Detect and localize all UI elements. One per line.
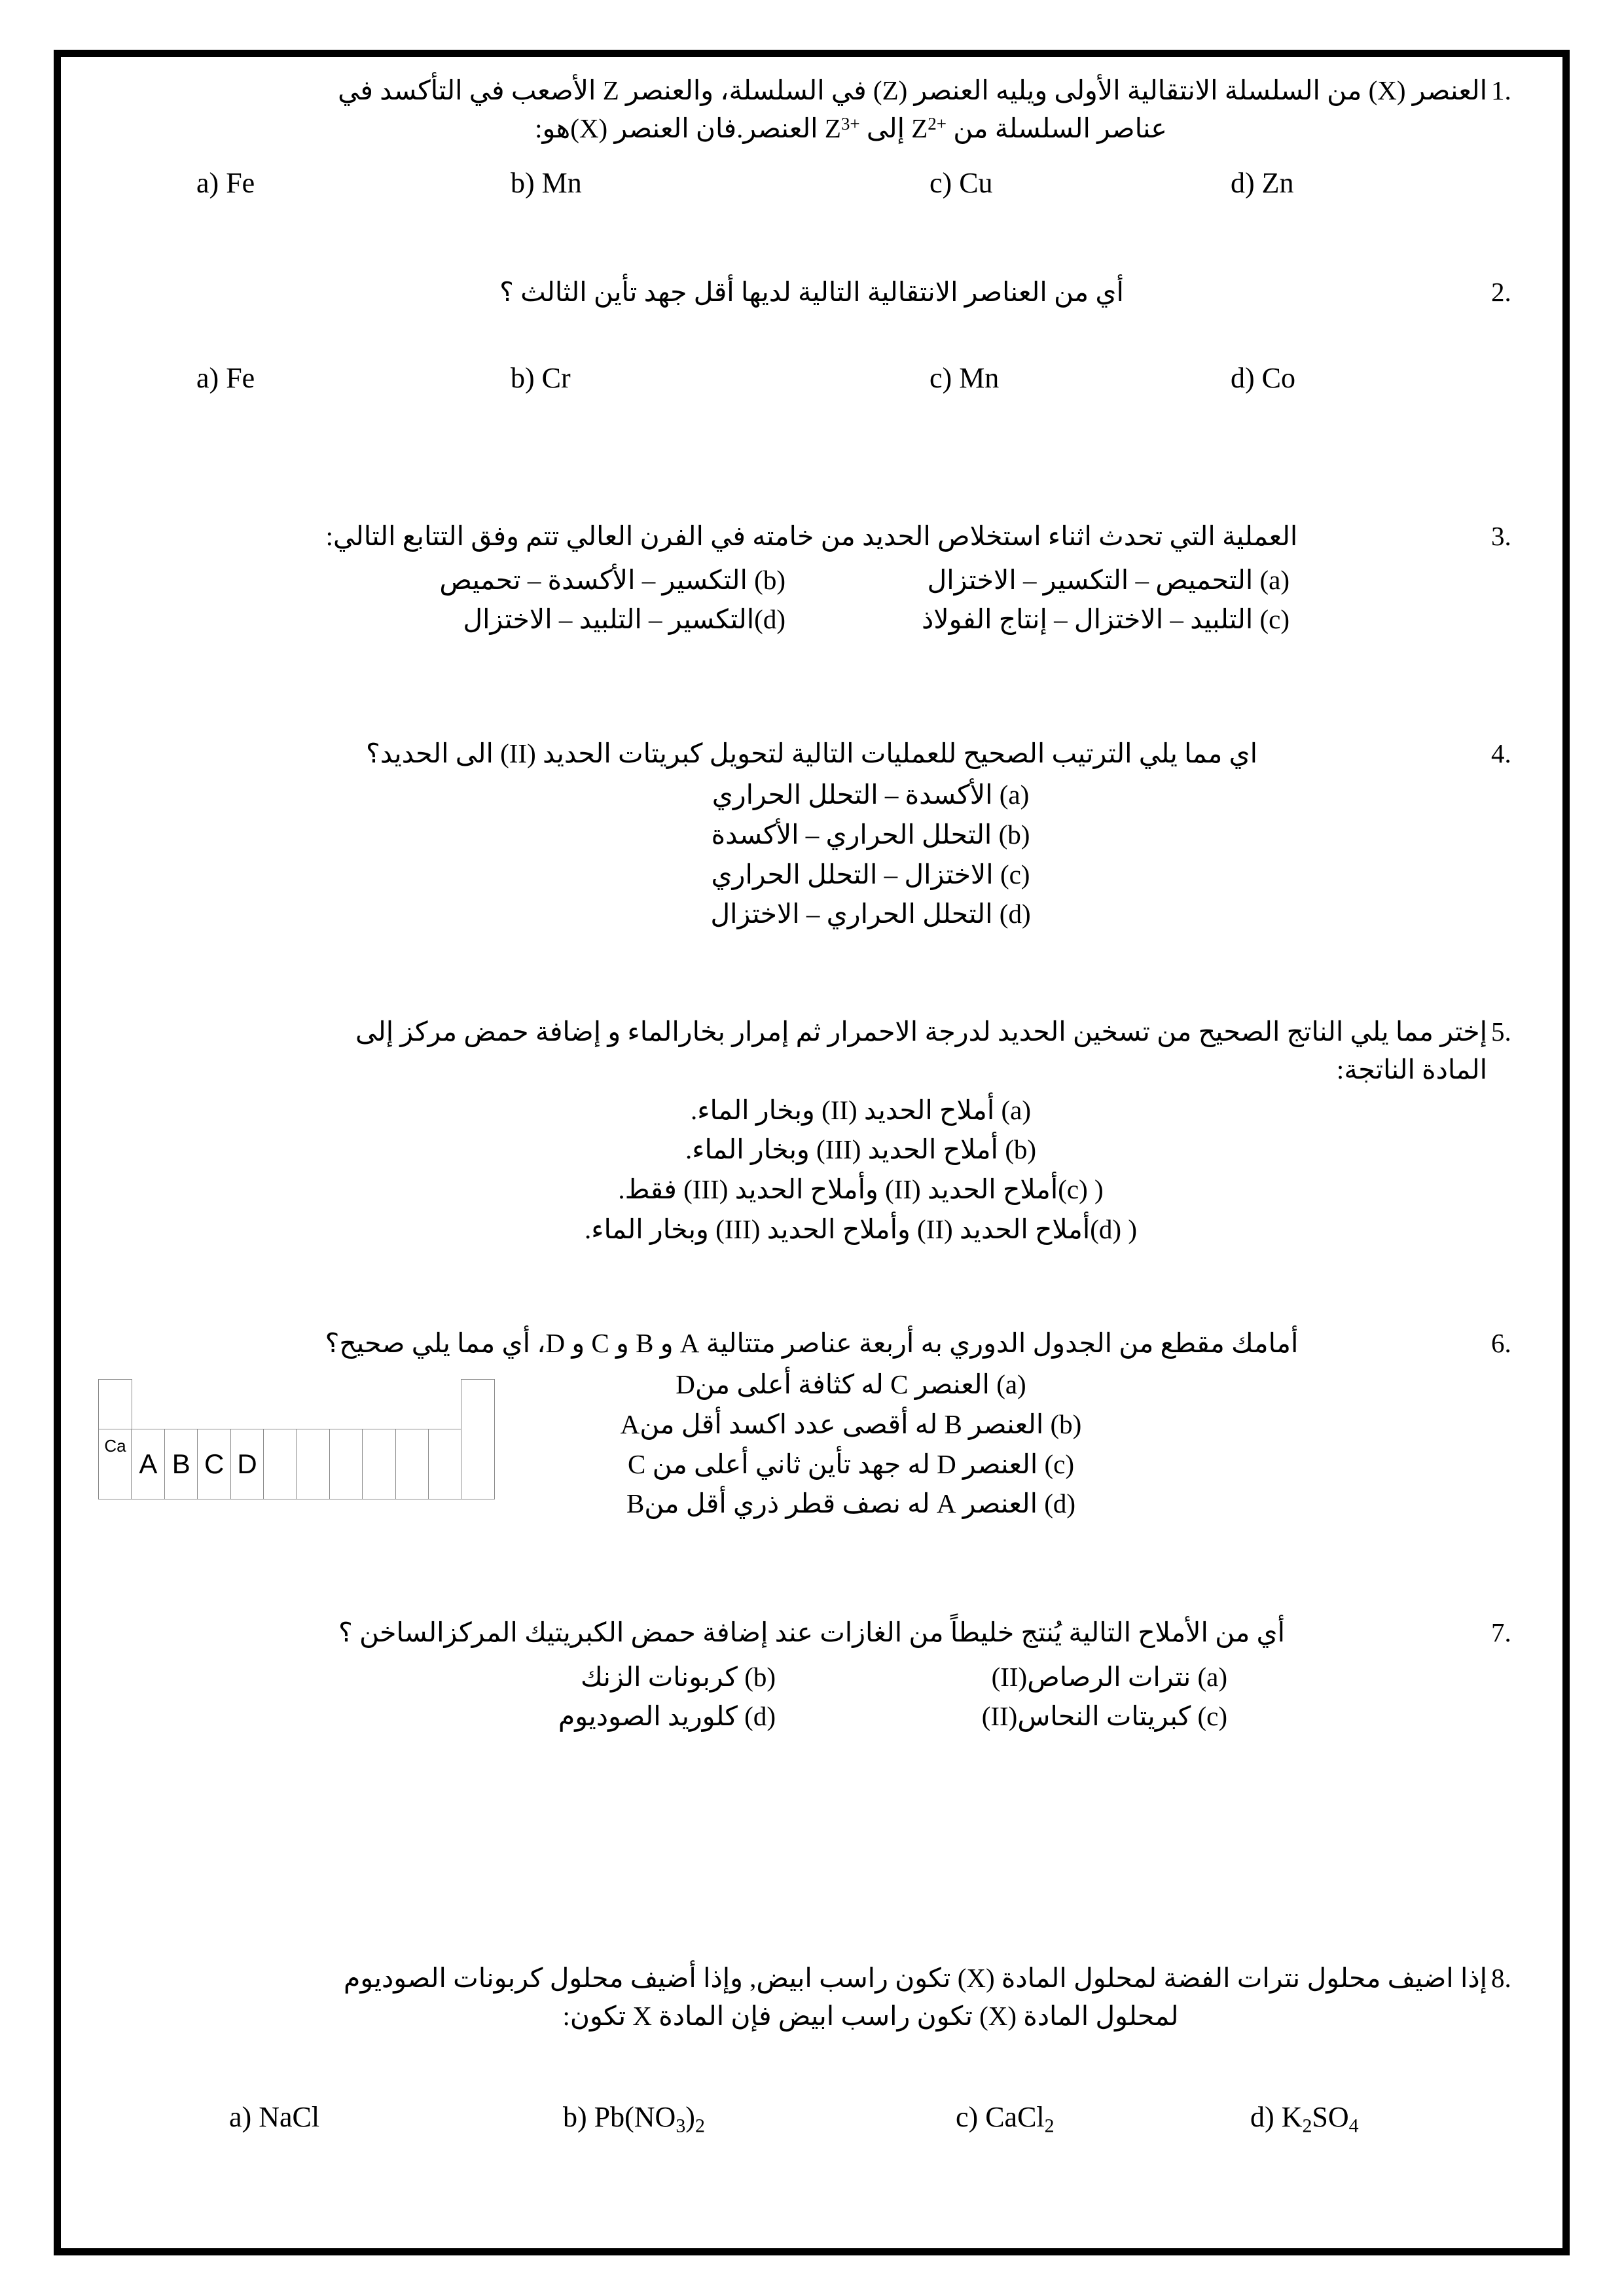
- option-label: NaCl: [259, 2101, 320, 2134]
- option-label: العنصر C له كثافة أعلى منD: [676, 1369, 990, 1400]
- periodic-cell-empty-5: [395, 1429, 429, 1499]
- question-2-option-a[interactable]: [196, 358, 511, 399]
- periodic-table-fragment-diagram: [98, 1379, 569, 1507]
- question-1-ion-z2: $Z^{2+}$: [911, 113, 947, 144]
- option-key: (c): [1044, 1448, 1074, 1479]
- question-2-option-b[interactable]: [511, 358, 929, 399]
- question-5-option-c[interactable]: [196, 1170, 1525, 1210]
- option-key: (b): [1050, 1409, 1082, 1440]
- question-5-options: [98, 1090, 1525, 1249]
- option-label: العنصر D له جهد تأين ثاني أعلى من C: [628, 1448, 1038, 1479]
- question-8-stem: [98, 1959, 1525, 1997]
- option-label: Pb(NO: [594, 2101, 676, 2134]
- question-4-option-b[interactable]: [216, 815, 1525, 855]
- question-7-options-right-col: [776, 1657, 1227, 1736]
- option-label: أملاح الحديد (II) وأملاح الحديد (III) وبخار الماء.: [585, 1213, 1091, 1244]
- periodic-cell-label: A: [139, 1448, 158, 1480]
- question-1-ion-z3: $Z^{3+}$: [824, 113, 860, 144]
- question-1-stem: [98, 71, 1525, 109]
- question-7-option-b[interactable]: (b) كربونات الزنك: [580, 1661, 776, 1692]
- question-8-option-c[interactable]: [956, 2097, 1250, 2140]
- periodic-cell-label: D: [237, 1448, 257, 1480]
- option-label: أملاح الحديد (II) وأملاح الحديد (III) فقط.: [618, 1174, 1058, 1204]
- question-3-option-c[interactable]: (c) التلبيد – الاختزال – إنتاج الفولاذ: [922, 604, 1290, 635]
- question-8-option-d[interactable]: [1250, 2097, 1359, 2140]
- periodic-cell-d: [230, 1429, 264, 1499]
- question-7-option-c[interactable]: (c) كبريتات النحاس(II): [981, 1701, 1227, 1732]
- option-sub-1: 3: [676, 2115, 686, 2137]
- question-8-stem-line-2: لمحلول المادة (X) تكون راسب ابيض فإن المادة X تكون:: [562, 2001, 1179, 2032]
- question-1-stem-seg-b: إلى: [859, 113, 912, 144]
- exam-content: [72, 62, 1551, 2242]
- option-label: Fe: [226, 167, 255, 200]
- option-key: (a): [996, 1369, 1026, 1400]
- option-key: (b): [998, 819, 1030, 850]
- question-1-stem-line-1: العنصر (X) من السلسلة الانتقالية الأولى ويليه العنصر (Z) في السلسلة، والعنصر Z الأصعب في التأكسد في: [338, 75, 1487, 105]
- question-6-stem-text: أمامك مقطع من الجدول الدوري به أربعة عناصر متتالية A و B و C و D، أي مما يلي صحيح؟: [325, 1328, 1299, 1359]
- question-4-stem: [98, 734, 1525, 772]
- option-label: التحلل الحراري – الاختزال: [710, 899, 993, 929]
- option-label: العنصر B له أقصى عدد اكسد أقل منA: [620, 1409, 1044, 1440]
- periodic-cell-empty-4: [362, 1429, 396, 1499]
- option-label: CaCl: [985, 2101, 1045, 2134]
- question-4-option-c[interactable]: [216, 855, 1525, 895]
- option-label: التحلل الحراري – الأكسدة: [711, 819, 992, 850]
- periodic-cell-c: [197, 1429, 231, 1499]
- periodic-cell-empty-2: [296, 1429, 330, 1499]
- option-sub-2: 4: [1348, 2115, 1359, 2137]
- option-key: a): [196, 167, 219, 200]
- question-7: [98, 1613, 1525, 1736]
- question-1-option-a[interactable]: [196, 163, 511, 204]
- question-5-option-d[interactable]: [196, 1210, 1525, 1249]
- question-8-stem-line-1: إذا اضيف محلول نترات الفضة لمحلول المادة (X) تكون راسب ابيض, وإذا أضيف محلول كربونات الصوديوم: [344, 1962, 1487, 1993]
- question-8-options: [98, 2097, 1525, 2140]
- option-label: العنصر A له نصف قطر ذري أقل منB: [626, 1488, 1038, 1519]
- option-key: d): [1231, 167, 1255, 200]
- periodic-cell-a: [131, 1429, 165, 1499]
- option-key: c): [929, 167, 952, 200]
- option-label: Fe: [226, 362, 255, 395]
- option-label: Mn: [959, 362, 1000, 395]
- question-7-stem: [98, 1613, 1525, 1651]
- option-open-paren: (: [1121, 1213, 1137, 1244]
- question-2: [98, 273, 1525, 399]
- question-5-option-a[interactable]: [196, 1090, 1525, 1130]
- question-6-number: 6.: [1491, 1328, 1511, 1359]
- question-4-option-a[interactable]: [216, 775, 1525, 815]
- question-3-stem-text: العملية التي تحدث اثناء استخلاص الحديد من خامته في الفرن العالي تتم وفق التتابع التالي:: [325, 520, 1298, 551]
- question-4-number: 4.: [1491, 738, 1511, 769]
- option-key: a): [196, 362, 219, 395]
- option-mid: SO: [1312, 2101, 1349, 2134]
- question-4-stem-text: اي مما يلي الترتيب الصحيح للعمليات التالية لتحويل كبريتات الحديد (II) الى الحديد؟: [365, 738, 1258, 769]
- question-1-option-d[interactable]: [1231, 163, 1294, 204]
- option-key: d): [1231, 362, 1255, 395]
- option-key: (c): [1000, 859, 1030, 889]
- question-3-options-right-col: [785, 560, 1290, 639]
- question-1-options: [98, 163, 1525, 204]
- question-4: [98, 734, 1525, 934]
- question-1-stem-line-2: [98, 109, 1525, 147]
- question-6: [98, 1324, 1525, 1535]
- question-3-option-b[interactable]: (b) التكسير – الأكسدة – تحميص: [439, 564, 785, 595]
- option-key: (d): [1044, 1488, 1076, 1519]
- question-6-stem: [98, 1324, 1525, 1362]
- question-3-options: [98, 560, 1525, 639]
- option-key: (b): [1005, 1134, 1036, 1165]
- question-7-number: 7.: [1491, 1617, 1511, 1648]
- question-1-option-c[interactable]: [929, 163, 1231, 204]
- option-key: b): [563, 2101, 587, 2134]
- option-label: Cu: [959, 167, 993, 200]
- option-key: (c): [1058, 1174, 1088, 1204]
- option-sub-1: 2: [1302, 2115, 1312, 2137]
- question-5: [98, 1013, 1525, 1249]
- option-label: K: [1281, 2101, 1303, 2134]
- option-label: الأكسدة – التحلل الحراري: [712, 780, 993, 810]
- question-8-number: 8.: [1491, 1962, 1511, 1993]
- question-5-stem-line-1: إختر مما يلي الناتج الصحيح من تسخين الحديد لدرجة الاحمرار ثم إمرار بخارالماء و إضافة حمض مركز إلى: [355, 1016, 1487, 1047]
- periodic-cell-ca: [98, 1429, 132, 1499]
- question-8-option-a[interactable]: [229, 2097, 563, 2140]
- question-2-options: [98, 358, 1525, 399]
- question-2-option-d[interactable]: [1231, 358, 1295, 399]
- option-label: أملاح الحديد (II) وبخار الماء.: [690, 1094, 995, 1125]
- periodic-cell-b: [164, 1429, 198, 1499]
- option-key: c): [929, 362, 952, 395]
- option-label: Cr: [541, 362, 571, 395]
- periodic-cell-label: B: [171, 1448, 190, 1480]
- option-key: c): [956, 2101, 979, 2134]
- question-5-stem-line-2: المادة الناتجة:: [1336, 1054, 1487, 1085]
- periodic-cell-empty-6: [428, 1429, 462, 1499]
- question-7-options: [98, 1657, 1525, 1736]
- option-key: (a): [1001, 1094, 1032, 1125]
- question-1-stem-seg-c: العنصر.فان العنصر (X)هو:: [535, 113, 825, 144]
- question-2-stem-text: أي من العناصر الانتقالية التالية لديها أقل جهد تأين الثالث ؟: [499, 276, 1124, 307]
- periodic-cell-empty-3: [329, 1429, 363, 1499]
- question-5-number: 5.: [1491, 1016, 1511, 1047]
- question-7-option-a[interactable]: (a) نترات الرصاص(II): [991, 1661, 1227, 1692]
- option-label: Co: [1261, 362, 1296, 395]
- question-4-option-d[interactable]: [216, 894, 1525, 934]
- question-5-stem: [98, 1013, 1525, 1050]
- option-label: Mn: [541, 167, 582, 200]
- question-7-option-d[interactable]: (d) كلوريد الصوديوم: [558, 1701, 776, 1732]
- question-8-option-b[interactable]: [563, 2097, 956, 2140]
- option-label: الاختزال – التحلل الحراري: [711, 859, 994, 889]
- question-3-stem: [98, 517, 1525, 555]
- option-mid: ): [685, 2101, 695, 2134]
- periodic-cell-label: C: [204, 1448, 225, 1480]
- question-3: [98, 517, 1525, 640]
- question-2-option-c[interactable]: [929, 358, 1231, 399]
- question-1-option-b[interactable]: [511, 163, 929, 204]
- periodic-table-grid: [98, 1379, 569, 1507]
- question-7-stem-text: أي من الأملاح التالية يُنتج خليطاً من الغازات عند إضافة حمض الكبريتيك المركزالساخن ؟: [338, 1617, 1286, 1648]
- question-3-option-d[interactable]: (d)التكسير – التلبيد – الاختزال: [463, 604, 785, 635]
- periodic-cell-label: Ca: [104, 1436, 126, 1456]
- question-1: [98, 71, 1525, 204]
- option-key: d): [1250, 2101, 1274, 2134]
- question-2-number: 2.: [1491, 276, 1511, 307]
- periodic-cell-empty-1: [263, 1429, 297, 1499]
- periodic-cell-right-tall: [461, 1379, 495, 1499]
- option-key: (a): [999, 780, 1030, 810]
- option-key: (d): [999, 899, 1031, 929]
- question-3-number: 3.: [1491, 520, 1511, 551]
- question-3-options-left-col: [334, 560, 785, 639]
- option-key: (d): [1090, 1213, 1122, 1244]
- option-sub-2: 2: [695, 2115, 705, 2137]
- question-7-options-left-col: [396, 1657, 776, 1736]
- option-key: a): [229, 2101, 252, 2134]
- question-1-stem-seg-a: عناصر السلسلة من: [947, 113, 1167, 144]
- option-open-paren: (: [1087, 1174, 1104, 1204]
- question-5-option-b[interactable]: [196, 1130, 1525, 1170]
- option-sub-1: 2: [1044, 2115, 1055, 2137]
- question-1-number: 1.: [1491, 75, 1511, 105]
- option-label: أملاح الحديد (III) وبخار الماء.: [685, 1134, 998, 1165]
- option-key: b): [511, 167, 535, 200]
- question-3-option-a[interactable]: (a) التحميص – التكسير – الاختزال: [927, 564, 1290, 595]
- question-2-stem: [98, 273, 1525, 311]
- option-key: b): [511, 362, 535, 395]
- question-4-options: [98, 775, 1525, 934]
- option-label: Zn: [1261, 167, 1294, 200]
- question-8: [98, 1959, 1525, 2140]
